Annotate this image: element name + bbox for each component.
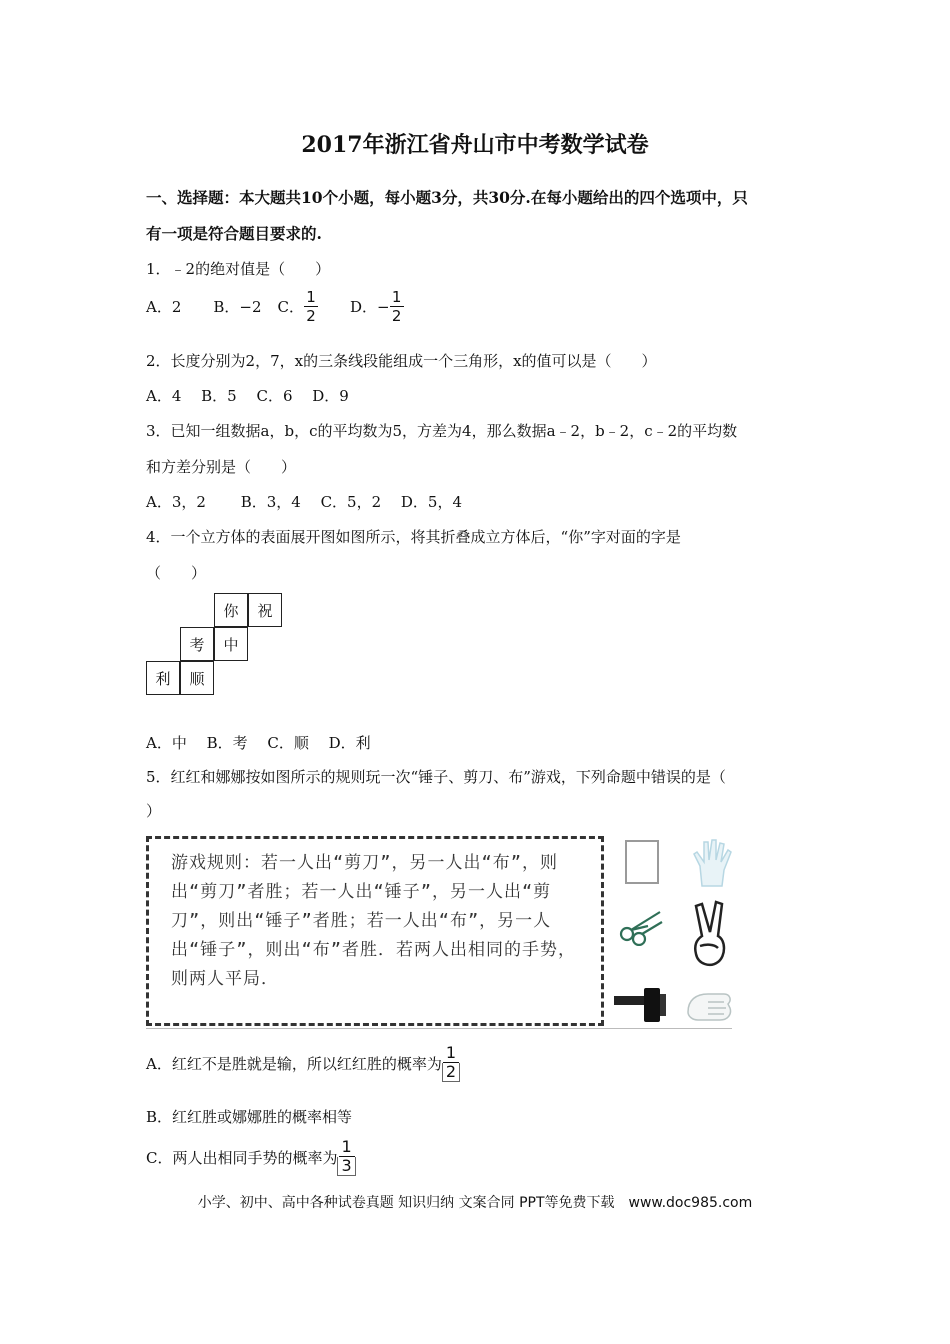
q1-option-c-label: C． — [277, 298, 305, 316]
q1-option-c-fraction: $\frac{1}{2}$ — [304, 288, 318, 325]
page-title: 2017年浙江省舟山市中考数学试卷 — [301, 132, 649, 158]
q1-option-d-label: D．− — [350, 298, 390, 316]
q3-stem-line2: 和方差分别是（ ） — [146, 458, 297, 476]
net-cell-zhong: 中 — [214, 627, 248, 661]
q4-stem-line2: （ ） — [146, 564, 207, 582]
q1-option-d-fraction: $\frac{1}{2}$ — [390, 288, 404, 325]
q5-option-c — [146, 1138, 356, 1176]
q4-options: A．中 B．考 C．顺 D．利 — [146, 734, 371, 752]
q5-option-c-text: C．两人出相同手势的概率为 — [146, 1148, 338, 1167]
game-rules-text: 游戏规则：若一人出“剪刀”，另一人出“布”，则出“剪刀”者胜；若一人出“锤子”，另一人出“剪刀”，则出“锤子”者胜；若一人出“布”，另一人出“锤子”，则出“布”者胜．若两人出相同的手势，则两人平局． — [171, 853, 576, 989]
fist-icon — [684, 986, 734, 1026]
net-cell-kao: 考 — [180, 627, 214, 661]
net-cell-li: 利 — [146, 661, 180, 695]
net-cell-ni: 你 — [214, 593, 248, 627]
victory-hand-icon — [688, 900, 732, 970]
net-cell-zhu: 祝 — [248, 593, 282, 627]
q5-option-c-fraction: $\frac{1}{3}$ — [337, 1138, 355, 1176]
open-hand-icon — [690, 836, 736, 888]
q1-options — [146, 288, 404, 325]
paper-icon — [622, 838, 662, 886]
q1-option-a: A．2 — [146, 298, 182, 316]
q5-option-a-fraction: $\frac{1}{2}$ — [442, 1044, 460, 1082]
q5-stem-line2: ） — [146, 802, 162, 820]
game-rules-box — [146, 836, 604, 1026]
q3-options: A．3，2 B．3，4 C．5，2 D．5，4 — [146, 493, 463, 511]
q1-stem: 1．﹣2的绝对值是（ ） — [146, 260, 331, 278]
scissors-icon — [618, 906, 664, 946]
hammer-icon — [612, 986, 672, 1026]
section-heading-line1: 一、选择题：本大题共10个小题，每小题3分，共30分.在每小题给出的四个选项中，只 — [146, 188, 748, 207]
q1-option-b: B．−2 — [213, 298, 262, 316]
footer-banner: 小学、初中、高中各种试卷真题 知识归纳 文案合同 PPT等免费下载 www.doc985.com — [197, 1195, 753, 1211]
q4-stem-line1: 4．一个立方体的表面展开图如图所示，将其折叠成立方体后，“你”字对面的字是 — [146, 528, 681, 546]
figure-baseline-divider — [146, 1028, 732, 1029]
q2-stem: 2．长度分别为2，7，x的三条线段能组成一个三角形，x的值可以是（ ） — [146, 352, 657, 370]
q5-stem-line1: 5．红红和娜娜按如图所示的规则玩一次“锤子、剪刀、布”游戏，下列命题中错误的是（ — [146, 768, 726, 786]
q5-option-b: B．红红胜或娜娜胜的概率相等 — [146, 1108, 353, 1126]
q2-options: A．4 B．5 C．6 D．9 — [146, 387, 349, 405]
q5-option-a-text: A．红红不是胜就是输，所以红红胜的概率为 — [146, 1054, 442, 1073]
q5-option-a — [146, 1044, 460, 1082]
q3-stem-line1: 3．已知一组数据a，b，c的平均数为5，方差为4，那么数据a﹣2，b﹣2，c﹣2的平均数 — [146, 422, 738, 440]
net-cell-shun: 顺 — [180, 661, 214, 695]
section-heading-line2: 有一项是符合题目要求的. — [146, 224, 322, 243]
